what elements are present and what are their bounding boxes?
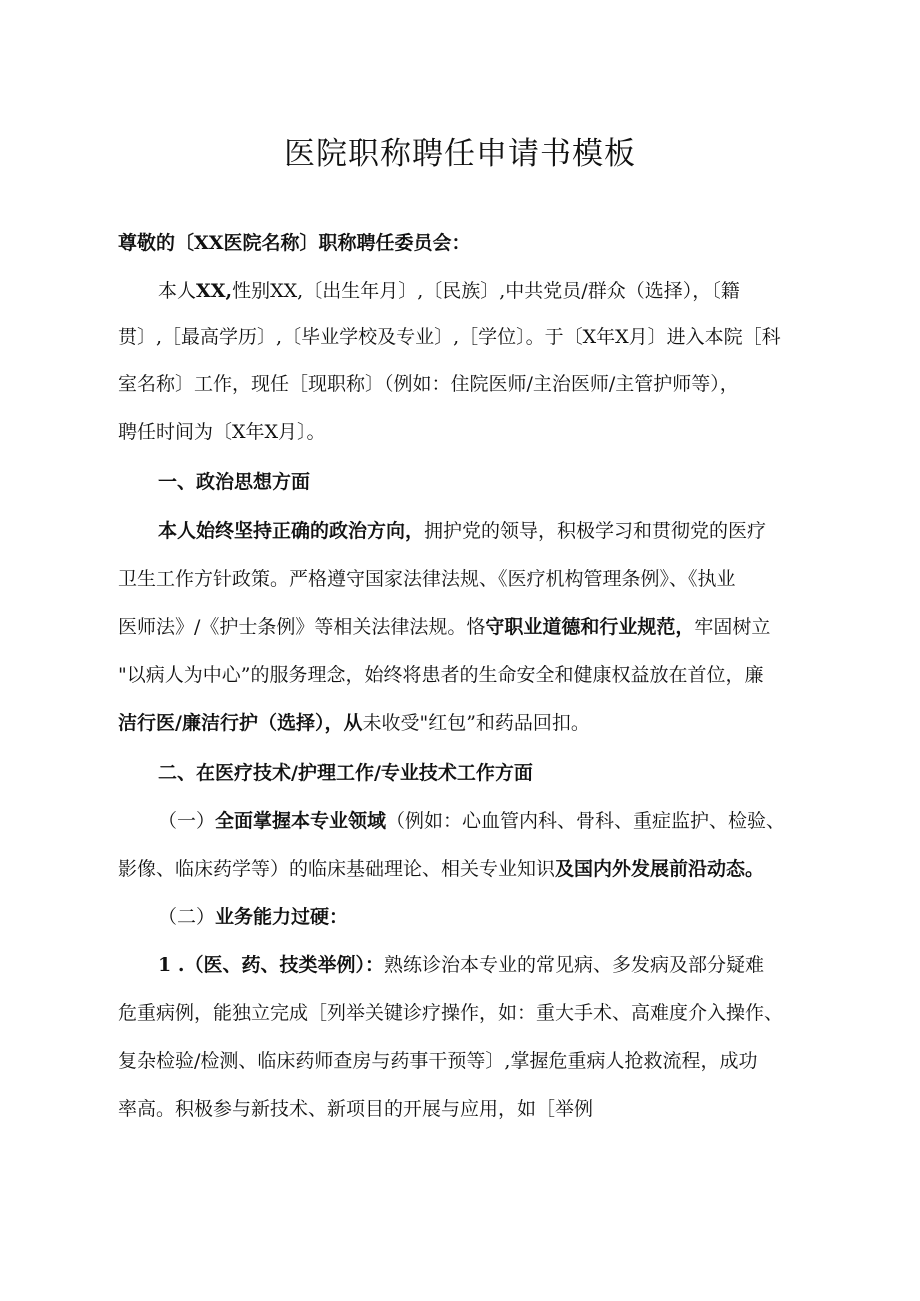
text-run: 影像、临床药学等）的临床基础理论、相关专业知识 <box>118 858 556 880</box>
document-title: 医院职称聘任申请书模板 <box>284 136 636 172</box>
text-line <box>118 564 736 594</box>
text-run: （例如：心血管内科、骨科、重症监护、检验、 <box>386 810 786 832</box>
bold-text-run: 业务能力过硬： <box>215 906 349 928</box>
text-run: 聘任时间为〔X年X月〕。 <box>118 421 326 443</box>
text-line <box>158 902 348 932</box>
text-line <box>158 950 764 980</box>
text-line <box>158 806 785 836</box>
bold-text-run: XX, <box>196 280 233 302</box>
text-run: 复杂检验/检测、临床药师查房与药事干预等〕,掌握危重病人抢救流程，成功 <box>118 1050 758 1072</box>
text-run: 医师法》/《护士条例》等相关法律法规。恪 <box>118 616 486 638</box>
text-run: 未收受"红包”和药品回扣。 <box>362 712 590 734</box>
text-line <box>118 708 590 738</box>
section1-heading: 一、政治思想方面 <box>158 471 311 493</box>
bold-text-run: 守职业道德和行业规范， <box>485 616 695 638</box>
bold-text-run: 及国内外发展前沿动态。 <box>555 858 765 880</box>
text-run: （一） <box>158 810 216 832</box>
text-line <box>118 998 783 1028</box>
text-line <box>118 1094 593 1124</box>
text-run: "以病人为中心”的服务理念，始终将患者的生命安全和健康权益放在首位，廉 <box>118 664 764 686</box>
bold-text-run: 本人始终坚持正确的政治方向， <box>158 520 425 542</box>
bold-text-run: 洁行医/廉洁行护（选择），从 <box>118 712 363 734</box>
text-line <box>158 276 740 306</box>
bold-text-run: 全面掌握本专业领域 <box>215 810 387 832</box>
text-run: 贯〕,［最高学历〕,〔毕业学校及专业〕,［学位〕。于〔X年X月〕进入本院［科 <box>118 326 781 348</box>
text-line <box>118 612 770 642</box>
salutation-text: 尊敬的〔XX医院名称〕职称聘任委员会： <box>118 232 471 254</box>
text-run: 室名称〕工作，现任［现职称〕（例如：住院医师/主治医师/主管护师等）， <box>118 373 739 395</box>
text-line <box>118 322 781 352</box>
text-run: 本人 <box>158 280 197 302</box>
text-run: 危重病例，能独立完成［列举关键诊疗操作，如：重大手术、高难度介入操作、 <box>118 1002 784 1024</box>
section2-heading: 二、在医疗技术/护理工作/专业技术工作方面 <box>158 762 533 784</box>
text-line <box>118 417 326 447</box>
text-line <box>158 516 766 546</box>
text-run: （二） <box>158 906 216 928</box>
text-line <box>118 1046 757 1076</box>
text-line <box>118 660 763 690</box>
bold-text-run: 1 .（医、药、技类举例）： <box>158 954 384 976</box>
text-run: 拥护党的领导，积极学习和贯彻党的医疗 <box>424 520 767 542</box>
text-line <box>118 369 739 399</box>
text-run: 卫生工作方针政策。严格遵守国家法律法规、《医疗机构管理条例》、《执业 <box>118 568 736 590</box>
text-line <box>118 854 764 884</box>
text-run: 牢固树立 <box>694 616 771 638</box>
text-run: 率高。积极参与新技术、新项目的开展与应用，如［举例 <box>118 1098 594 1120</box>
text-run: 性别XX,〔出生年月〕,〔民族〕,中共党员/群众（选择），〔籍 <box>232 280 740 302</box>
text-run: 熟练诊治本专业的常见病、多发病及部分疑难 <box>383 954 764 976</box>
